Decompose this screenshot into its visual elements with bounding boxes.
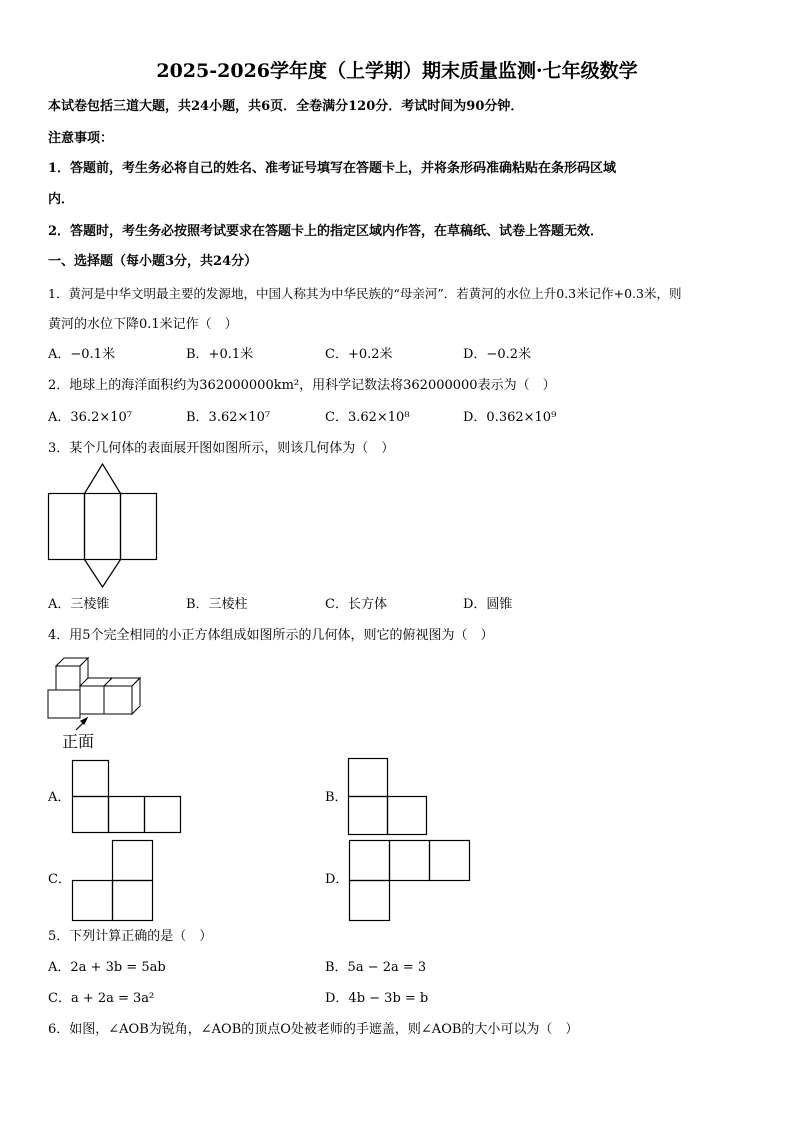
question-5-option-c: C．a + 2a = 3a² bbox=[48, 991, 155, 1006]
question-6-line-1: 6．如图，∠AOB为锐角，∠AOB的顶点O处被老师的手遮盖，则∠AOB的大小可以为（ ） bbox=[48, 1022, 579, 1037]
question-1-option-c: C．+0.2米 bbox=[325, 347, 393, 362]
section-1-heading: 一、选择题（每小题3分，共24分） bbox=[48, 254, 258, 269]
question-4-line-1: 4．用5个完全相同的小正方体组成如图所示的几何体，则它的俯视图为（ ） bbox=[48, 628, 494, 643]
question-2-option-c: C．3.62×10⁸ bbox=[325, 410, 410, 425]
question-5-option-a: A．2a + 3b = 5ab bbox=[48, 960, 166, 975]
exam-intro: 本试卷包括三道大题，共24小题，共6页．全卷满分120分．考试时间为90分钟． bbox=[48, 99, 524, 114]
question-5-option-b: B．5a − 2a = 3 bbox=[325, 960, 427, 975]
question-4-option-c: C． bbox=[48, 872, 71, 887]
net-triangle-bottom bbox=[85, 560, 121, 588]
top-view-option-a bbox=[72, 760, 184, 834]
question-4-option-a: A． bbox=[48, 790, 71, 805]
question-5-line-1: 5．下列计算正确的是（ ） bbox=[48, 929, 213, 944]
question-2-option-a: A．36.2×10⁷ bbox=[48, 410, 132, 425]
note-1-line-1: 1．答题前，考生务必将自己的姓名、准考证号填写在答题卡上，并将条形码准确粘贴在条形码区域 bbox=[48, 161, 617, 176]
top-view-option-b bbox=[348, 758, 430, 836]
question-5-option-d: D．4b − 3b = b bbox=[325, 991, 429, 1006]
net-rect-middle bbox=[85, 494, 121, 560]
top-view-option-d bbox=[349, 840, 473, 922]
question-3-option-b: B．三棱柱 bbox=[186, 597, 248, 612]
front-view-label: 正面 bbox=[62, 732, 95, 751]
question-4-option-d: D． bbox=[325, 872, 349, 887]
net-rect-right bbox=[121, 494, 157, 560]
note-2: 2．答题时，考生务必按照考试要求在答题卡上的指定区域内作答，在草稿纸、试卷上答题无效． bbox=[48, 224, 604, 239]
question-1-line-2: 黄河的水位下降0.1米记作（ ） bbox=[48, 317, 238, 332]
question-3-option-c: C．长方体 bbox=[325, 597, 387, 612]
question-2-option-b: B．3.62×10⁷ bbox=[186, 410, 271, 425]
prism-net-figure bbox=[48, 463, 160, 589]
question-1-option-b: B．+0.1米 bbox=[186, 347, 254, 362]
net-rect-left bbox=[49, 494, 85, 560]
top-view-option-c bbox=[72, 840, 156, 922]
exam-title: 2025-2026学年度（上学期）期末质量监测·七年级数学 bbox=[156, 60, 638, 82]
question-2-line-1: 2．地球上的海洋面积约为362000000km²，用科学记数法将362000000表示为（ ） bbox=[48, 378, 556, 393]
question-3-line-1: 3．某个几何体的表面展开图如图所示，则该几何体为（ ） bbox=[48, 441, 395, 456]
question-3-option-a: A．三棱锥 bbox=[48, 597, 110, 612]
question-1-option-a: A．−0.1米 bbox=[48, 347, 115, 362]
question-3-option-d: D．圆锥 bbox=[463, 597, 513, 612]
notes-heading: 注意事项： bbox=[48, 131, 114, 146]
question-2-option-d: D．0.362×10⁹ bbox=[463, 410, 557, 425]
question-1-option-d: D．−0.2米 bbox=[463, 347, 531, 362]
question-1-line-1: 1．黄河是中华文明最主要的发源地，中国人称其为中华民族的“母亲河”．若黄河的水位上升0.3米记作+0.3米，则 bbox=[48, 286, 682, 301]
question-4-option-b: B． bbox=[325, 790, 348, 805]
net-triangle-top bbox=[85, 464, 121, 494]
cube-solid-figure bbox=[46, 654, 146, 732]
note-1-line-2: 内． bbox=[48, 192, 75, 207]
